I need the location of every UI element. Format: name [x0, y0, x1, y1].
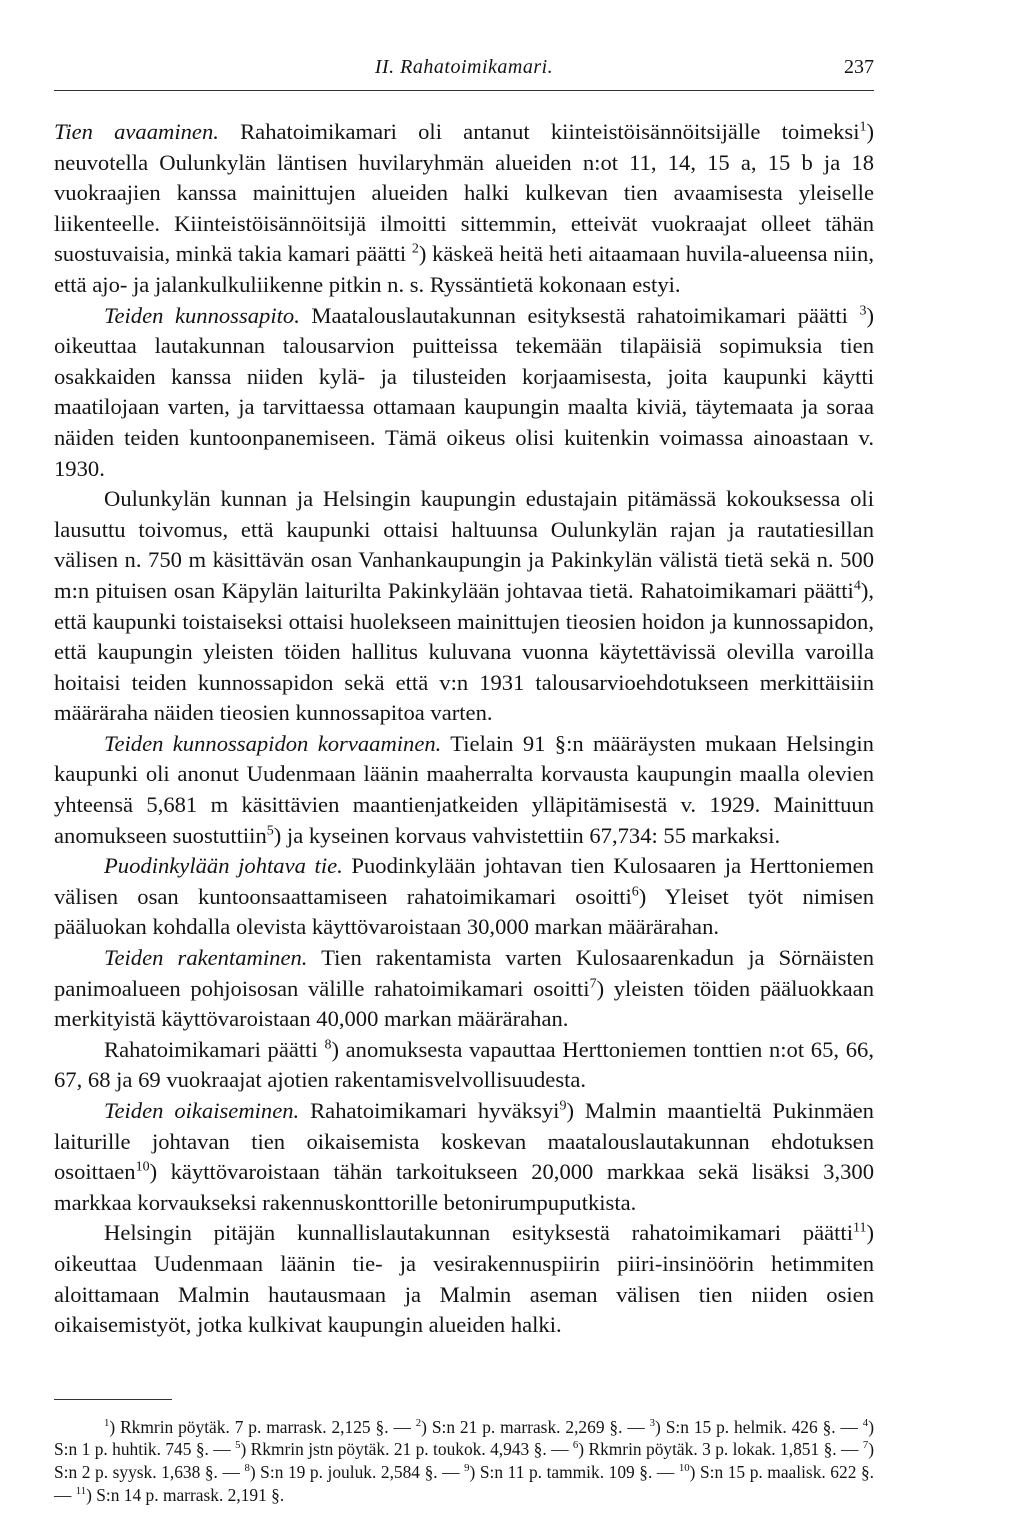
footnote-number: 7 [862, 1439, 869, 1452]
paragraph-teiden-rakentaminen [54, 943, 874, 1035]
paragraph-text: ) neuvotella Oulunkylän läntisen huvilaryhmän alueiden n:ot 11, 14, 15 a, 15 b ja 18 vuokraajien kanssa mainittujen alueiden halki kulkevan tien avaamisesta yleiselle liikenteelle. Kiinteistöisännöitsijä ilmoitti sittemmin, etteivät vuokraajat olleet tähän suostuvaisia, minkä takia kamari päätti [54, 119, 875, 267]
paragraph-helsingin-pitaja [54, 1218, 874, 1340]
footnote-number: 4 [862, 1416, 869, 1429]
footnote-ref: 9 [559, 1098, 567, 1114]
footnote-text: ) S:n 21 p. marrask. 2,269 §. — [421, 1416, 650, 1437]
paragraph-tien-avaaminen [54, 117, 874, 301]
footnote-text: ) S:n 15 p. helmik. 426 §. — [655, 1416, 863, 1437]
paragraph-text: ) ja kyseinen korvaus vahvistettiin 67,734: 55 markaksi. [273, 822, 781, 848]
footnote-ref: 10 [135, 1159, 150, 1175]
paragraph-text: ) oikeuttaa Uudenmaan läänin tie- ja vesirakennuspiirin piiri-insinöörin hetimmiten aloittamaan Malmin hautausmaan ja Malmin aseman välisen tien niiden osien oikaisemistyöt, jotka kulkivat kaupungin alueiden halki. [54, 1220, 874, 1338]
footnote-text: ) S:n 2 p. syysk. 1,638 §. — [54, 1439, 874, 1482]
footnote-number: 9 [464, 1462, 470, 1475]
chapter-title: II. Rahatoimikamari. [374, 56, 554, 78]
paragraph-text: Puodinkylään johtavan tien Kulosaaren ja Herttoniemen välisen osan kuntoonsaattamiseen rahatoimikamari osoitti [54, 853, 874, 909]
section-heading: Teiden oikaiseminen. [104, 1098, 300, 1123]
paragraph-text: Tien rakentamista varten Kulosaarenkadun ja Sörnäisten panimoalueen pohjoisosan välille rahatoimikamari osoitti [54, 945, 874, 1001]
footnote-number: 6 [572, 1439, 579, 1452]
footnote-ref: 1 [859, 119, 867, 135]
paragraph-text: Tielain 91 §:n määräysten mukaan Helsingin kaupunki oli anonut Uudenmaan läänin maaherralta korvausta kaupungin maalla olevien yhteensä 5,681 m käsittävien maantienjatkeiden ylläpitämisestä v. 1929. Mainittuun anomukseen suostuttiin [54, 730, 874, 848]
footnote-text: ) S:n 1 p. huhtik. 745 §. — [54, 1416, 874, 1460]
paragraph-text: ) käyttövaroistaan tähän tarkoitukseen 20,000 markkaa sekä lisäksi 3,300 markkaa korvaukseksi rakennuskonttorille betonirumpuputkista. [54, 1159, 874, 1215]
footnote-number: 10 [678, 1462, 690, 1475]
section-heading: Tien avaaminen. [54, 119, 219, 144]
paragraph-text: Maatalouslautakunnan esityksestä rahatoimikamari päätti [299, 302, 860, 328]
footnote-ref: 4 [853, 578, 861, 594]
paragraph-text: ) käskeä heitä heti aitaamaan huvila-alueensa niin, että ajo- ja jalankulkuliikenne pitkin n. s. Ryssäntietä kokonaan estyi. [54, 241, 874, 297]
paragraph-text: ) yleisten töiden pääluokkaan merkityistä käyttövaroistaan 40,000 markan määrärahan. [54, 975, 874, 1032]
footnote-ref: 7 [589, 976, 597, 992]
footnotes [54, 1416, 874, 1506]
footnote-text: ) S:n 14 p. marrask. 2,191 §. [86, 1484, 285, 1505]
footnote-number: 2 [415, 1416, 422, 1429]
footnote-divider [54, 1399, 172, 1400]
footnote-ref: 5 [266, 823, 274, 839]
paragraph-herttoniemi [54, 1035, 874, 1096]
footnote-number: 11 [75, 1484, 87, 1497]
paragraph-text: Rahatoimikamari päätti [104, 1036, 325, 1062]
header-divider [54, 90, 874, 91]
paragraph-text: ) Yleiset työt nimisen pääluokan kohdalla olevista käyttövaroistaan 30,000 markan määrärahan. [54, 883, 874, 940]
paragraph-korvaaminen [54, 729, 874, 851]
footnote-ref: 11 [852, 1220, 867, 1236]
paragraph-text: ), että kaupunki toistaiseksi ottaisi huolekseen mainittujen tieosien hoidon ja kunnossapidon, että kaupungin yleisten töiden hallitus kuluvana vuonna käytettävissä olevilla varoilla hoitaisi teiden kunnossapidon sekä että v:n 1931 talousarvioehdotukseen merkittäisiin määräraha näiden tieosien kunnossapitoa varten. [54, 577, 874, 726]
paragraph-text: Oulunkylän kunnan ja Helsingin kaupungin edustajain pitämässä kokouksessa oli lausuttu toivomus, että kaupunki ottaisi haltuunsa Oulunkylän rajan ja rautatiesillan välisen n. 750 m käsittävän osan Vanhankaupungin ja Pakinkylän välistä tietä sekä n. 500 m:n pituisen osan Käpylän laiturilta Pakinkylään johtavaa tietä. Rahatoimikamari päätti [54, 486, 874, 603]
section-heading: Teiden rakentaminen. [104, 945, 308, 971]
footnote-number: 1 [104, 1416, 110, 1429]
footnote-text: ) Rkmrin pöytäk. 3 p. lokak. 1,851 §. — [578, 1439, 863, 1460]
paragraph-teiden-kunnossapito [54, 301, 874, 485]
section-heading: Puodinkylään johtava tie. [104, 853, 343, 879]
footnote-text: ) Rkmrin pöytäk. 7 p. marrask. 2,125 §. — [109, 1416, 416, 1437]
footnote-text: ) S:n 15 p. maalisk. 622 §. — [54, 1461, 874, 1505]
paragraph-oulunkyla [54, 484, 874, 729]
page-number: 237 [844, 56, 874, 78]
section-heading: Teiden kunnossapidon korvaaminen. [104, 730, 442, 756]
footnote-number: 5 [235, 1439, 241, 1452]
footnote-block [54, 1416, 874, 1506]
footnote-ref: 8 [324, 1037, 332, 1053]
section-heading: Teiden kunnossapito. [104, 302, 300, 328]
paragraph-puodinkyla [54, 851, 874, 943]
document-page [54, 56, 874, 1506]
footnote-text: ) Rkmrin jstn pöytäk. 21 p. toukok. 4,943 §. — [240, 1439, 573, 1460]
footnote-number: 3 [649, 1416, 656, 1429]
paragraph-text: ) oikeuttaa lautakunnan talousarvion puitteissa tekemään tilapäisiä sopimuksia tien osakkaiden kanssa niiden kylä- ja tilusteiden korjaamisesta, joita kaupunki käytti maatilojaan varten, ja tarvittaessa ottamaan kaupungin maalta kiviä, täytemaata ja soraa näiden teiden kuntoonpanemiseen. Tämä oikeus olisi kuitenkin voimassa ainoastaan v. 1930. [54, 302, 874, 481]
footnote-text: ) S:n 19 p. jouluk. 2,584 §. — [249, 1461, 465, 1482]
paragraph-text: Rahatoimikamari hyväksyi [299, 1098, 560, 1123]
main-text [54, 117, 874, 1341]
paragraph-text: ) Malmin maantieltä Pukinmäen laiturille johtavan tien oikaisemista koskevan maatalouslautakunnan ehdotuksen osoittaen [54, 1098, 874, 1185]
footnote-number: 8 [244, 1462, 250, 1475]
footnote-text: ) S:n 11 p. tammik. 109 §. — [469, 1461, 679, 1482]
paragraph-text: ) anomuksesta vapauttaa Herttoniemen tonttien n:ot 65, 66, 67, 68 ja 69 vuokraajat ajotien rakentamisvelvollisuudesta. [54, 1036, 874, 1093]
paragraph-text: Helsingin pitäjän kunnallislautakunnan esityksestä rahatoimikamari päätti [104, 1220, 853, 1246]
footnote-ref: 3 [859, 303, 867, 319]
footnote-ref: 6 [631, 884, 639, 900]
paragraph-text: Rahatoimikamari oli antanut kiinteistöisännöitsijälle toimeksi [218, 119, 860, 144]
running-header [54, 56, 874, 86]
footnote-ref: 2 [411, 241, 419, 257]
paragraph-oikaiseminen [54, 1096, 874, 1218]
